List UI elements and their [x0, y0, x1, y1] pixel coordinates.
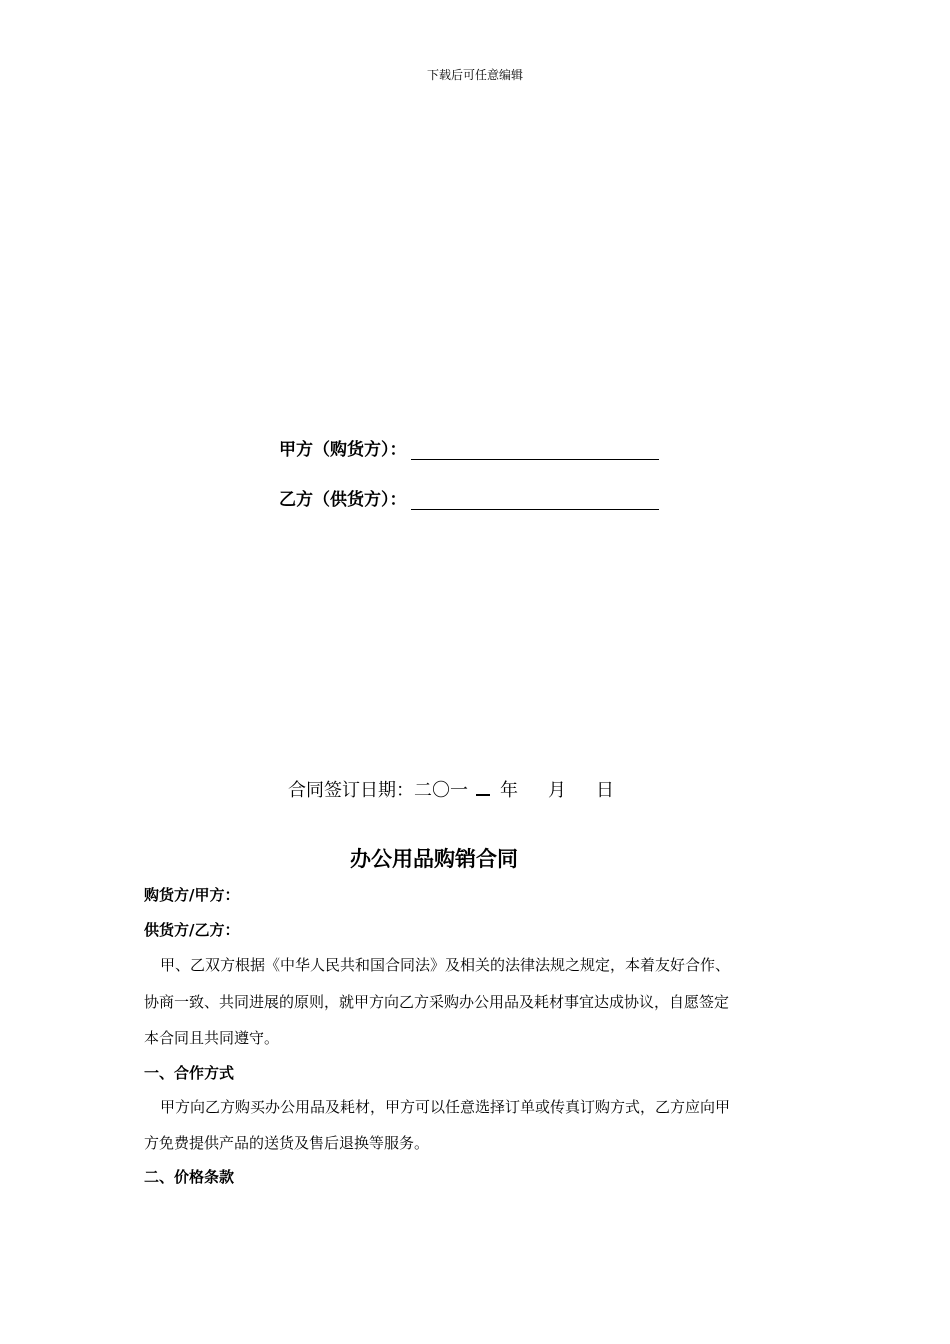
party-a-label: 甲方（购货方）： — [279, 440, 407, 460]
supplier-label: 供货方/乙方： — [144, 921, 240, 939]
intro-line-3: 本合同且共同遵守。 — [144, 1029, 280, 1047]
intro-line-2: 协商一致、共同进展的原则，就甲方向乙方采购办公用品及耗材事宜达成协议，自愿签定 — [144, 993, 730, 1011]
party-a-line — [279, 436, 659, 460]
intro-line-1: 甲、乙双方根据《中华人民共和国合同法》及相关的法律法规之规定，本着友好合作、 — [160, 956, 731, 974]
sign-date-year-blank — [476, 776, 490, 796]
section-2-heading: 二、价格条款 — [144, 1168, 235, 1186]
section-1-line-2: 方免费提供产品的送货及售后退换等服务。 — [144, 1134, 430, 1152]
buyer-label: 购货方/甲方： — [144, 886, 240, 904]
sign-date-year: 年 — [500, 780, 518, 801]
sign-date-day: 日 — [596, 780, 614, 801]
contract-title: 办公用品购销合同 — [350, 847, 518, 871]
section-1-heading: 一、合作方式 — [144, 1064, 235, 1082]
party-a-blank — [411, 439, 659, 460]
sign-date-month: 月 — [548, 780, 566, 801]
sign-date-prefix: 合同签订日期：二〇一 — [288, 780, 468, 801]
section-1-line-1: 甲方向乙方购买办公用品及耗材，甲方可以任意选择订单或传真订购方式，乙方应向甲 — [160, 1098, 731, 1116]
party-b-line — [279, 486, 659, 510]
sign-date-line — [288, 776, 614, 802]
header-note: 下载后可任意编辑 — [426, 68, 523, 82]
party-b-blank — [411, 489, 659, 510]
party-b-label: 乙方（供货方）： — [279, 490, 407, 510]
